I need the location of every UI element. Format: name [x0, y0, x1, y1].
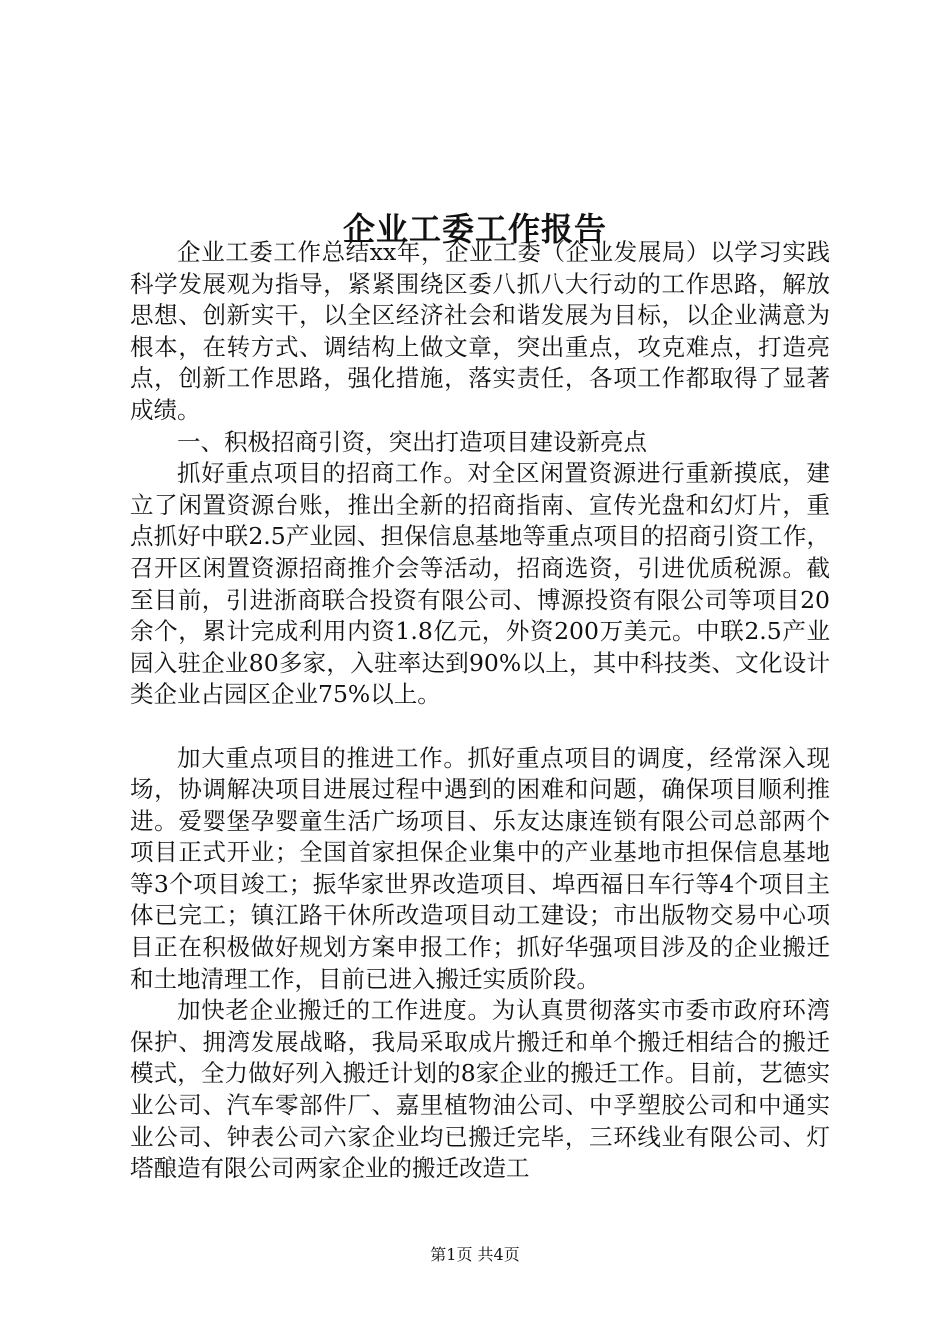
intro-paragraph: 企业工委工作总结xx年，企业工委（企业发展局）以学习实践科学发展观为指导，紧紧围绕区委八抓八大行动的工作思路，解放思想、创新实干，以全区经济社会和谐发展为目标，以企业满意为根本，在转方式、调结构上做文章，突出重点，攻克难点，打造亮点，创新工作思路，强化措施，落实责任，各项工作都取得了显著成绩。 — [130, 238, 830, 424]
project-progress-paragraph: 加大重点项目的推进工作。抓好重点项目的调度，经常深入现场，协调解决项目进展过程中遇到的困难和问题，确保项目顺利推进。爱婴堡孕婴童生活广场项目、乐友达康连锁有限公司总部两个项目正式开业；全国首家担保企业集中的产业基地市担保信息基地等3个项目竣工；振华家世界改造项目、埠西福日车行等4个项目主体已完工；镇江路干休所改造项目动工建设；市出版物交易中心项目正在积极做好规划方案申报工作；抓好华强项目涉及的企业搬迁和土地清理工作，目前已进入搬迁实质阶段。 — [130, 743, 830, 993]
investment-paragraph: 抓好重点项目的招商工作。对全区闲置资源进行重新摸底，建立了闲置资源台账，推出全新的招商指南、宣传光盘和幻灯片，重点抓好中联2.5产业园、担保信息基地等重点项目的招商引资工作，召开区闲置资源招商推介会等活动，招商选资，引进优质税源。截至目前，引进浙商联合投资有限公司、博源投资有限公司等项目20余个，累计完成利用内资1.8亿元，外资200万美元。中联2.5产业园入驻企业80多家，入驻率达到90%以上，其中科技类、文化设计类企业占园区企业75%以上。 — [130, 459, 830, 709]
section-heading: 一、积极招商引资，突出打造项目建设新亮点 — [177, 427, 647, 456]
document-title: 企业工委工作报告 — [342, 210, 607, 249]
page-footer: 第1页 共4页 — [430, 1245, 520, 1264]
document-body — [130, 237, 830, 1185]
relocation-paragraph: 加快老企业搬迁的工作进度。为认真贯彻落实市委市政府环湾保护、拥湾发展战略，我局采取成片搬迁和单个搬迁相结合的搬迁模式，全力做好列入搬迁计划的8家企业的搬迁工作。目前，艺德实业公司、汽车零部件厂、嘉里植物油公司、中孚塑胶公司和中通实业公司、钟表公司六家企业均已搬迁完毕，三环线业有限公司、灯塔酿造有限公司两家企业的搬迁改造工 — [130, 996, 830, 1183]
